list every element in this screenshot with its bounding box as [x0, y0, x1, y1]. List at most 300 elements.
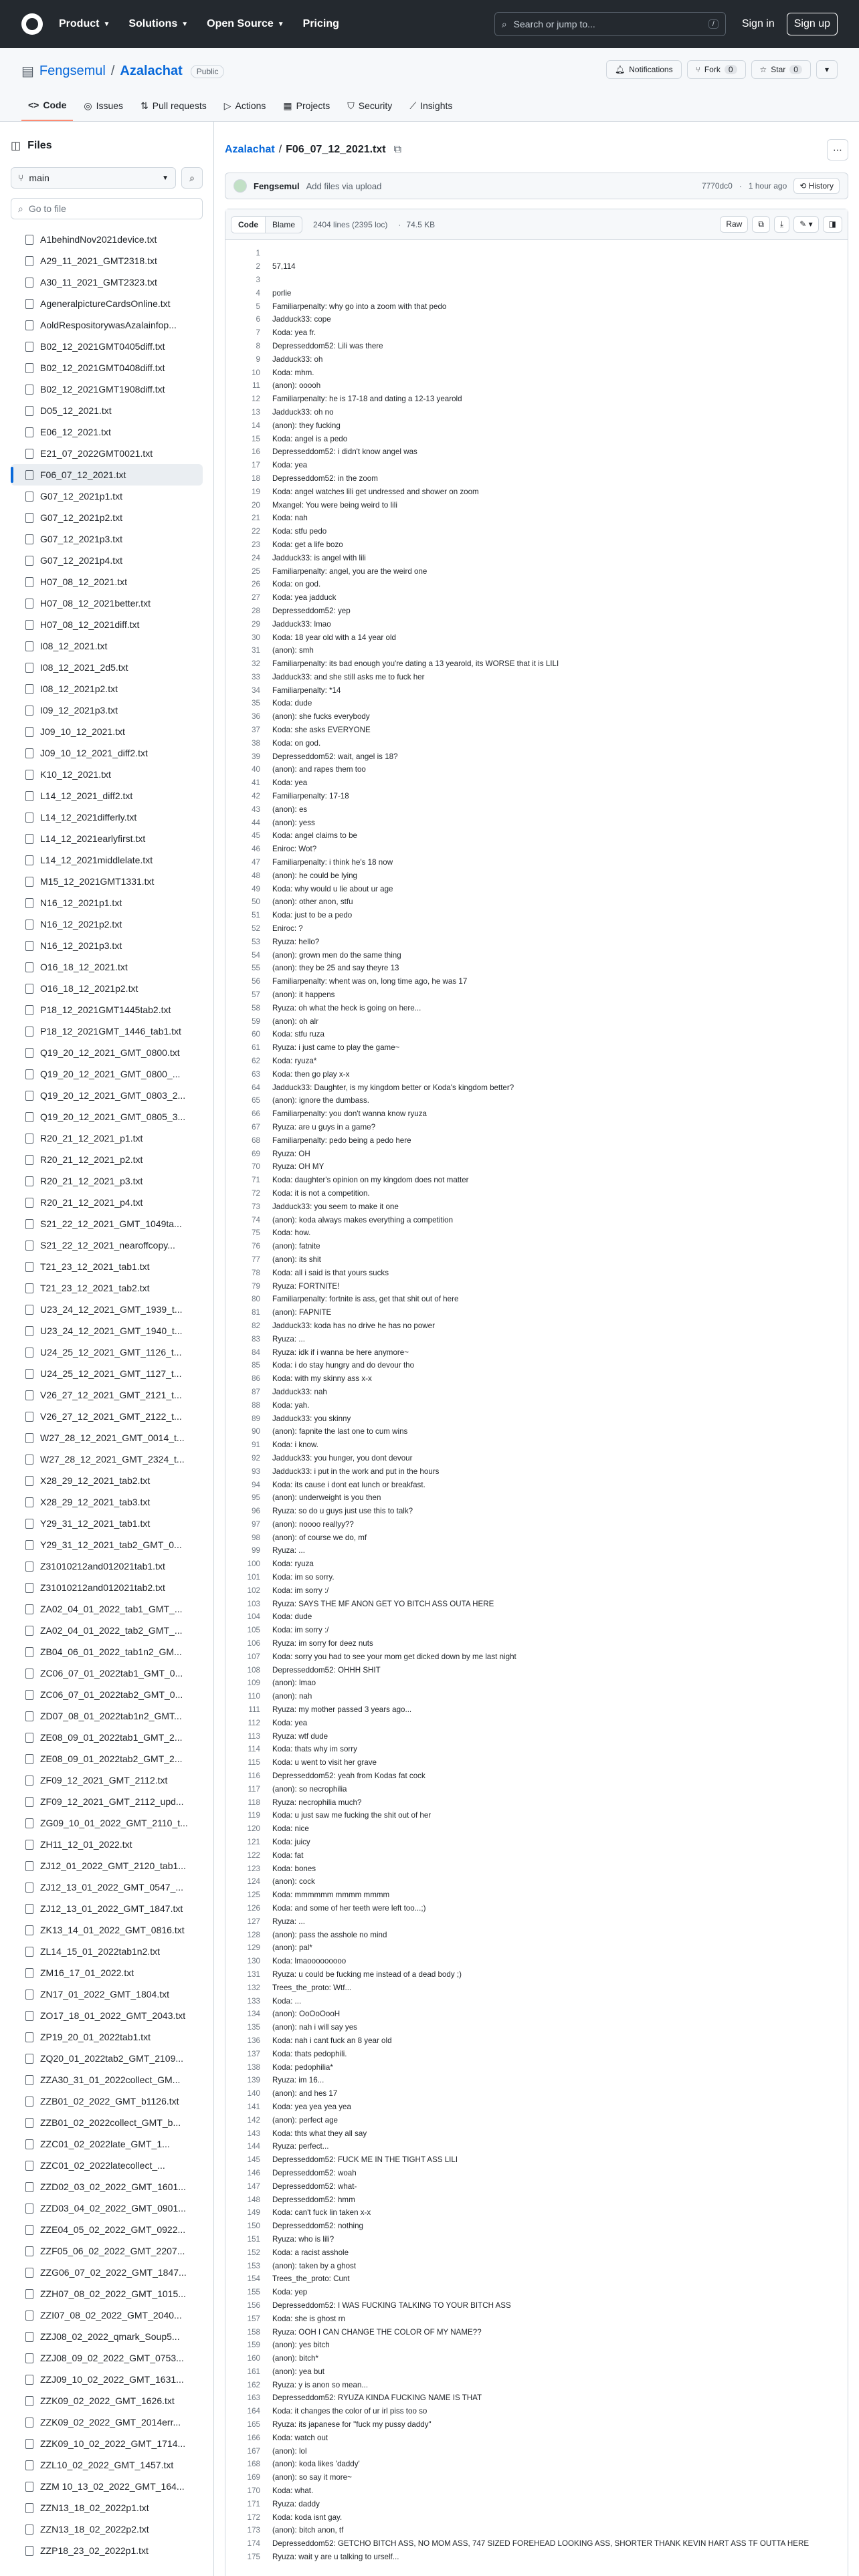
file-tree-item[interactable] [11, 849, 203, 871]
file-tree-item[interactable] [11, 2155, 203, 2176]
line-number[interactable]: 135 [247, 2023, 260, 2032]
line-number[interactable]: 174 [247, 2539, 260, 2549]
file-tree-item[interactable] [11, 550, 203, 571]
file-tree-item[interactable] [11, 1598, 203, 1620]
line-number[interactable]: 143 [247, 2129, 260, 2138]
line-number[interactable]: 95 [252, 1493, 260, 1503]
line-number[interactable]: 55 [252, 964, 260, 973]
line-number[interactable]: 89 [252, 1414, 260, 1423]
line-number[interactable]: 88 [252, 1400, 260, 1410]
line-number[interactable]: 146 [247, 2168, 260, 2177]
line-number[interactable]: 117 [248, 1784, 260, 1794]
file-tree-item[interactable] [11, 742, 203, 764]
file-tree-item[interactable] [11, 1448, 203, 1470]
raw-button[interactable]: Raw [720, 216, 748, 233]
file-tree-item[interactable] [11, 2262, 203, 2283]
line-number[interactable]: 49 [252, 884, 260, 893]
notifications-button[interactable]: 🔔︎ Notifications [606, 60, 682, 79]
line-number[interactable]: 85 [252, 1361, 260, 1370]
file-tree-item[interactable] [11, 1577, 203, 1598]
line-number[interactable]: 50 [252, 897, 260, 907]
line-number[interactable]: 17 [252, 461, 260, 470]
line-number[interactable]: 159 [247, 2341, 260, 2350]
line-number[interactable]: 154 [247, 2274, 260, 2284]
line-number[interactable]: 133 [247, 1996, 260, 2006]
line-number[interactable]: 37 [252, 726, 260, 735]
line-number[interactable]: 106 [247, 1639, 260, 1648]
file-tree-item[interactable] [11, 421, 203, 443]
line-number[interactable]: 52 [252, 924, 260, 934]
line-number[interactable]: 57 [252, 990, 260, 1000]
file-tree-item[interactable] [11, 293, 203, 314]
star-dropdown-button[interactable] [816, 60, 838, 79]
file-tree-item[interactable] [11, 764, 203, 785]
line-number[interactable]: 21 [252, 514, 260, 523]
file-tree-item[interactable] [11, 1277, 203, 1299]
file-tree-item[interactable] [11, 2283, 203, 2304]
line-number[interactable]: 46 [252, 845, 260, 854]
line-number[interactable]: 96 [252, 1507, 260, 1516]
line-number[interactable]: 132 [247, 1983, 260, 1992]
line-number[interactable]: 134 [247, 2010, 260, 2019]
file-tree-item[interactable] [11, 2048, 203, 2069]
file-tree-item[interactable] [11, 2433, 203, 2454]
file-tree-item[interactable] [11, 272, 203, 293]
line-number[interactable]: 86 [252, 1374, 260, 1384]
line-number[interactable]: 66 [252, 1109, 260, 1119]
file-tree-item[interactable] [11, 1213, 203, 1235]
line-number[interactable]: 1 [256, 249, 260, 258]
file-tree-item[interactable] [11, 1021, 203, 1042]
file-tree-item[interactable] [11, 2326, 203, 2347]
file-tree-item[interactable] [11, 1256, 203, 1277]
file-tree-item[interactable] [11, 229, 203, 250]
line-number[interactable]: 91 [252, 1440, 260, 1450]
file-tree-item[interactable] [11, 1898, 203, 1919]
file-tree-item[interactable] [11, 443, 203, 464]
line-number[interactable]: 54 [252, 950, 260, 960]
line-number[interactable]: 39 [252, 752, 260, 761]
line-number[interactable]: 48 [252, 871, 260, 880]
line-number[interactable]: 110 [248, 1692, 260, 1701]
file-tree-item[interactable] [11, 336, 203, 357]
file-tree-item[interactable] [11, 1042, 203, 1063]
line-number[interactable]: 130 [247, 1957, 260, 1966]
file-tree-item[interactable] [11, 2112, 203, 2133]
line-number[interactable]: 113 [248, 1731, 260, 1741]
file-tree-item[interactable] [11, 1363, 203, 1384]
tab-code[interactable]: <> Code [21, 93, 73, 121]
line-number[interactable]: 12 [252, 395, 260, 404]
line-number[interactable]: 83 [252, 1334, 260, 1344]
line-number[interactable]: 171 [247, 2499, 260, 2508]
line-number[interactable]: 40 [252, 765, 260, 774]
tab-projects[interactable]: ▦ Projects [283, 100, 330, 111]
line-number[interactable]: 80 [252, 1295, 260, 1304]
line-number[interactable]: 75 [252, 1228, 260, 1238]
line-number[interactable]: 94 [252, 1480, 260, 1489]
line-number[interactable]: 100 [247, 1560, 260, 1569]
line-number[interactable]: 139 [247, 2076, 260, 2085]
line-number[interactable]: 79 [252, 1281, 260, 1291]
line-number[interactable]: 59 [252, 1016, 260, 1026]
line-number[interactable]: 61 [252, 1043, 260, 1053]
line-number[interactable]: 8 [256, 341, 260, 350]
line-number[interactable]: 164 [247, 2407, 260, 2416]
line-number[interactable]: 163 [247, 2393, 260, 2403]
line-number[interactable]: 29 [252, 619, 260, 629]
file-tree-item[interactable] [11, 1470, 203, 1491]
line-number[interactable]: 42 [252, 792, 260, 801]
line-number[interactable]: 166 [247, 2433, 260, 2442]
line-number[interactable]: 53 [252, 937, 260, 946]
more-options-button[interactable] [827, 139, 848, 160]
download-icon[interactable]: ⤓ [774, 216, 789, 233]
file-tree-item[interactable] [11, 914, 203, 935]
line-number[interactable]: 24 [252, 553, 260, 562]
file-tree-item[interactable] [11, 1876, 203, 1898]
file-tree-item[interactable] [11, 1192, 203, 1213]
line-number[interactable]: 120 [247, 1824, 260, 1834]
line-number[interactable]: 116 [248, 1772, 260, 1781]
file-tree-item[interactable] [11, 2497, 203, 2518]
file-tree-item[interactable] [11, 999, 203, 1021]
line-number[interactable]: 70 [252, 1162, 260, 1172]
file-tree-item[interactable] [11, 1834, 203, 1855]
line-number[interactable]: 101 [247, 1573, 260, 1582]
file-tree-item[interactable] [11, 1983, 203, 2005]
code-view-tab[interactable]: Code [231, 217, 266, 233]
file-tree-item[interactable] [11, 2133, 203, 2155]
line-number[interactable]: 74 [252, 1215, 260, 1224]
breadcrumb-repo-link[interactable]: Azalachat [225, 144, 275, 155]
line-number[interactable]: 32 [252, 659, 260, 669]
file-tree-item[interactable] [11, 2304, 203, 2326]
file-tree-item[interactable] [11, 1320, 203, 1341]
file-tree-item[interactable] [11, 1106, 203, 1128]
line-number[interactable]: 161 [247, 2367, 260, 2376]
line-number[interactable]: 28 [252, 606, 260, 615]
file-tree-item[interactable] [11, 2240, 203, 2262]
line-number[interactable]: 22 [252, 527, 260, 536]
file-tree-item[interactable] [11, 1534, 203, 1555]
line-number[interactable]: 169 [247, 2473, 260, 2482]
line-number[interactable]: 82 [252, 1321, 260, 1330]
file-tree-item[interactable] [11, 1620, 203, 1641]
file-tree-item[interactable] [11, 1705, 203, 1727]
line-number[interactable]: 58 [252, 1003, 260, 1012]
file-tree-item[interactable] [11, 1727, 203, 1748]
line-number[interactable]: 60 [252, 1030, 260, 1039]
line-number[interactable]: 128 [247, 1930, 260, 1939]
line-number[interactable]: 172 [247, 2512, 260, 2522]
file-tree-item[interactable] [11, 700, 203, 721]
nav-open-source[interactable]: Open Source ▼ [207, 18, 284, 29]
tab-insights[interactable]: ⟋ Insights [409, 100, 453, 111]
line-number[interactable]: 131 [247, 1969, 260, 1979]
line-number[interactable]: 43 [252, 804, 260, 814]
line-number[interactable]: 153 [247, 2261, 260, 2270]
file-tree-item[interactable] [11, 1341, 203, 1363]
line-number[interactable]: 129 [247, 1943, 260, 1953]
line-number[interactable]: 14 [252, 421, 260, 430]
line-number[interactable]: 148 [247, 2195, 260, 2204]
file-tree-item[interactable] [11, 379, 203, 400]
commit-message[interactable]: Add files via upload [306, 181, 382, 191]
line-number[interactable]: 26 [252, 580, 260, 589]
line-number[interactable]: 111 [248, 1705, 260, 1715]
line-number[interactable]: 175 [247, 2553, 260, 2562]
line-number[interactable]: 109 [247, 1679, 260, 1688]
line-number[interactable]: 34 [252, 685, 260, 695]
go-to-file-input[interactable]: ⌕ Go to file [11, 198, 203, 219]
line-number[interactable]: 93 [252, 1467, 260, 1476]
branch-select[interactable]: ⑂ main ▼ [11, 167, 176, 189]
line-number[interactable]: 35 [252, 699, 260, 708]
tab-actions[interactable]: ▷ Actions [223, 100, 266, 111]
line-number[interactable]: 81 [252, 1308, 260, 1317]
line-number[interactable]: 47 [252, 858, 260, 867]
line-number[interactable]: 56 [252, 977, 260, 986]
file-tree-item[interactable] [11, 807, 203, 828]
line-number[interactable]: 112 [248, 1718, 260, 1727]
file-tree-item[interactable] [11, 721, 203, 742]
file-tree-item[interactable] [11, 2369, 203, 2390]
line-number[interactable]: 13 [252, 407, 260, 417]
line-number[interactable]: 102 [247, 1586, 260, 1595]
file-tree-item[interactable] [11, 464, 203, 486]
line-number[interactable]: 18 [252, 473, 260, 483]
file-tree-item[interactable] [11, 871, 203, 892]
file-tree-item[interactable] [11, 657, 203, 678]
line-number[interactable]: 125 [247, 1891, 260, 1900]
file-tree-item[interactable] [11, 400, 203, 421]
file-tree-item[interactable] [11, 1812, 203, 1834]
line-number[interactable]: 25 [252, 566, 260, 576]
file-tree-item[interactable] [11, 614, 203, 635]
line-number[interactable]: 4 [256, 288, 260, 298]
line-number[interactable]: 73 [252, 1202, 260, 1211]
repo-owner-link[interactable]: Fengsemul [39, 64, 106, 78]
line-number[interactable]: 67 [252, 1122, 260, 1132]
line-number[interactable]: 3 [256, 275, 260, 284]
line-number[interactable]: 64 [252, 1083, 260, 1092]
line-number[interactable]: 97 [252, 1519, 260, 1529]
file-tree-item[interactable] [11, 1748, 203, 1769]
file-tree-item[interactable] [11, 1384, 203, 1406]
line-number[interactable]: 124 [247, 1877, 260, 1887]
line-number[interactable]: 16 [252, 447, 260, 457]
line-number[interactable]: 36 [252, 712, 260, 722]
file-tree-item[interactable] [11, 1491, 203, 1513]
line-number[interactable]: 19 [252, 487, 260, 496]
line-number[interactable]: 167 [247, 2446, 260, 2456]
github-logo-icon[interactable] [21, 13, 43, 35]
line-number[interactable]: 147 [247, 2181, 260, 2191]
line-number[interactable]: 151 [247, 2234, 260, 2244]
line-number[interactable]: 140 [247, 2089, 260, 2099]
line-number[interactable]: 45 [252, 831, 260, 841]
line-number[interactable]: 145 [247, 2155, 260, 2165]
file-tree-item[interactable] [11, 528, 203, 550]
file-tree-item[interactable] [11, 1684, 203, 1705]
line-number[interactable]: 170 [247, 2486, 260, 2496]
file-tree-item[interactable] [11, 1513, 203, 1534]
global-search-input[interactable]: ⌕ Search or jump to... / [494, 12, 726, 36]
line-number[interactable]: 71 [252, 1176, 260, 1185]
file-tree-item[interactable] [11, 935, 203, 956]
line-number[interactable]: 103 [247, 1599, 260, 1608]
file-tree-item[interactable] [11, 2518, 203, 2540]
file-tree-item[interactable] [11, 1235, 203, 1256]
line-number[interactable]: 155 [247, 2288, 260, 2297]
file-tree-item[interactable] [11, 2347, 203, 2369]
line-number[interactable]: 150 [247, 2222, 260, 2231]
line-number[interactable]: 162 [247, 2380, 260, 2389]
line-number[interactable]: 173 [247, 2526, 260, 2535]
file-tree-item[interactable] [11, 1406, 203, 1427]
line-number[interactable]: 65 [252, 1096, 260, 1105]
file-tree-item[interactable] [11, 1063, 203, 1085]
line-number[interactable]: 44 [252, 818, 260, 827]
file-tree-item[interactable] [11, 1941, 203, 1962]
history-button[interactable]: ⟲ History [793, 178, 840, 194]
file-tree-item[interactable] [11, 1919, 203, 1941]
line-number[interactable]: 141 [247, 2102, 260, 2111]
line-number[interactable]: 20 [252, 500, 260, 510]
file-tree-item[interactable] [11, 1085, 203, 1106]
line-number[interactable]: 6 [256, 315, 260, 324]
line-number[interactable]: 51 [252, 911, 260, 920]
line-number[interactable]: 168 [247, 2460, 260, 2469]
copy-path-icon[interactable]: ⧉ [393, 144, 402, 155]
file-tree-item[interactable] [11, 2476, 203, 2497]
line-number[interactable]: 115 [248, 1758, 260, 1767]
blame-view-tab[interactable]: Blame [272, 219, 296, 229]
line-number[interactable]: 127 [247, 1917, 260, 1926]
line-number[interactable]: 9 [256, 354, 260, 364]
commit-sha[interactable]: 7770dc0 [701, 181, 733, 191]
line-number[interactable]: 142 [247, 2115, 260, 2125]
line-number[interactable]: 107 [247, 1652, 260, 1661]
line-number[interactable]: 136 [247, 2036, 260, 2045]
file-tree-item[interactable] [11, 1427, 203, 1448]
file-tree-item[interactable] [11, 892, 203, 914]
line-number[interactable]: 7 [256, 328, 260, 338]
nav-product[interactable]: Product ▼ [59, 18, 110, 29]
file-tree-item[interactable] [11, 250, 203, 272]
file-tree-item[interactable] [11, 1149, 203, 1170]
line-number[interactable]: 114 [248, 1745, 260, 1754]
line-number[interactable]: 92 [252, 1453, 260, 1463]
file-tree-item[interactable] [11, 507, 203, 528]
line-number[interactable]: 23 [252, 540, 260, 549]
file-tree-item[interactable] [11, 635, 203, 657]
line-number[interactable]: 15 [252, 434, 260, 443]
line-number[interactable]: 105 [247, 1626, 260, 1635]
line-number[interactable]: 78 [252, 1268, 260, 1277]
file-tree-item[interactable] [11, 2026, 203, 2048]
nav-pricing[interactable]: Pricing [302, 18, 339, 29]
line-number[interactable]: 2 [256, 262, 260, 272]
file-tree-item[interactable] [11, 2454, 203, 2476]
repo-name-link[interactable]: Azalachat [120, 64, 183, 78]
line-number[interactable]: 98 [252, 1533, 260, 1542]
file-tree-item[interactable] [11, 678, 203, 700]
line-number[interactable]: 121 [247, 1838, 260, 1847]
file-tree-item[interactable] [11, 1299, 203, 1320]
fork-button[interactable]: ⑂ Fork 0 [687, 60, 746, 79]
line-number[interactable]: 138 [247, 2062, 260, 2072]
file-tree-item[interactable] [11, 1855, 203, 1876]
line-number[interactable]: 31 [252, 646, 260, 655]
file-tree-item[interactable] [11, 1769, 203, 1791]
line-number[interactable]: 108 [247, 1665, 260, 1675]
commit-author[interactable]: Fengsemul [254, 181, 300, 191]
line-number[interactable]: 99 [252, 1546, 260, 1555]
file-tree-item[interactable] [11, 357, 203, 379]
file-tree-item[interactable] [11, 1662, 203, 1684]
file-tree-item[interactable] [11, 571, 203, 593]
line-number[interactable]: 77 [252, 1255, 260, 1264]
line-number[interactable]: 30 [252, 633, 260, 642]
file-tree-item[interactable] [11, 2176, 203, 2197]
sidebar-collapse-icon[interactable]: ◫ [11, 140, 21, 152]
file-tree-item[interactable] [11, 956, 203, 978]
line-number[interactable]: 104 [247, 1612, 260, 1622]
line-number[interactable]: 72 [252, 1188, 260, 1198]
line-number[interactable]: 38 [252, 738, 260, 748]
line-number[interactable]: 41 [252, 778, 260, 788]
line-number[interactable]: 10 [252, 368, 260, 377]
line-number[interactable]: 5 [256, 302, 260, 311]
file-tree-item[interactable] [11, 314, 203, 336]
file-tree-item[interactable] [11, 2390, 203, 2411]
sign-in-link[interactable]: Sign in [741, 18, 775, 29]
line-number[interactable]: 87 [252, 1387, 260, 1396]
line-number[interactable]: 122 [247, 1850, 260, 1860]
line-number[interactable]: 90 [252, 1427, 260, 1436]
edit-icon[interactable]: ✎ ▾ [793, 216, 818, 233]
copy-icon[interactable]: ⧉ [752, 216, 770, 233]
line-number[interactable]: 144 [247, 2142, 260, 2151]
line-number[interactable]: 33 [252, 672, 260, 681]
line-number[interactable]: 62 [252, 1057, 260, 1065]
star-button[interactable]: ☆ Star 0 [751, 60, 811, 79]
file-tree-item[interactable] [11, 828, 203, 849]
file-tree-item[interactable] [11, 2069, 203, 2090]
tab-pull-requests[interactable]: ⇅ Pull requests [140, 100, 207, 111]
nav-solutions[interactable]: Solutions ▼ [128, 18, 189, 29]
sign-up-button[interactable]: Sign up [787, 13, 838, 35]
line-number[interactable]: 158 [247, 2327, 260, 2337]
line-number[interactable]: 11 [252, 381, 260, 391]
line-number[interactable]: 119 [248, 1811, 260, 1820]
file-tree-item[interactable] [11, 593, 203, 614]
line-number[interactable]: 165 [247, 2420, 260, 2430]
line-number[interactable]: 63 [252, 1069, 260, 1079]
line-number[interactable]: 126 [247, 1904, 260, 1913]
file-tree-item[interactable] [11, 1170, 203, 1192]
line-number[interactable]: 76 [252, 1242, 260, 1251]
line-number[interactable]: 84 [252, 1348, 260, 1357]
symbols-panel-icon[interactable]: ◨ [823, 216, 842, 233]
avatar[interactable] [233, 179, 247, 193]
line-number[interactable]: 123 [247, 1864, 260, 1873]
line-number[interactable]: 68 [252, 1136, 260, 1145]
file-tree-item[interactable] [11, 2090, 203, 2112]
file-tree-item[interactable] [11, 2540, 203, 2561]
